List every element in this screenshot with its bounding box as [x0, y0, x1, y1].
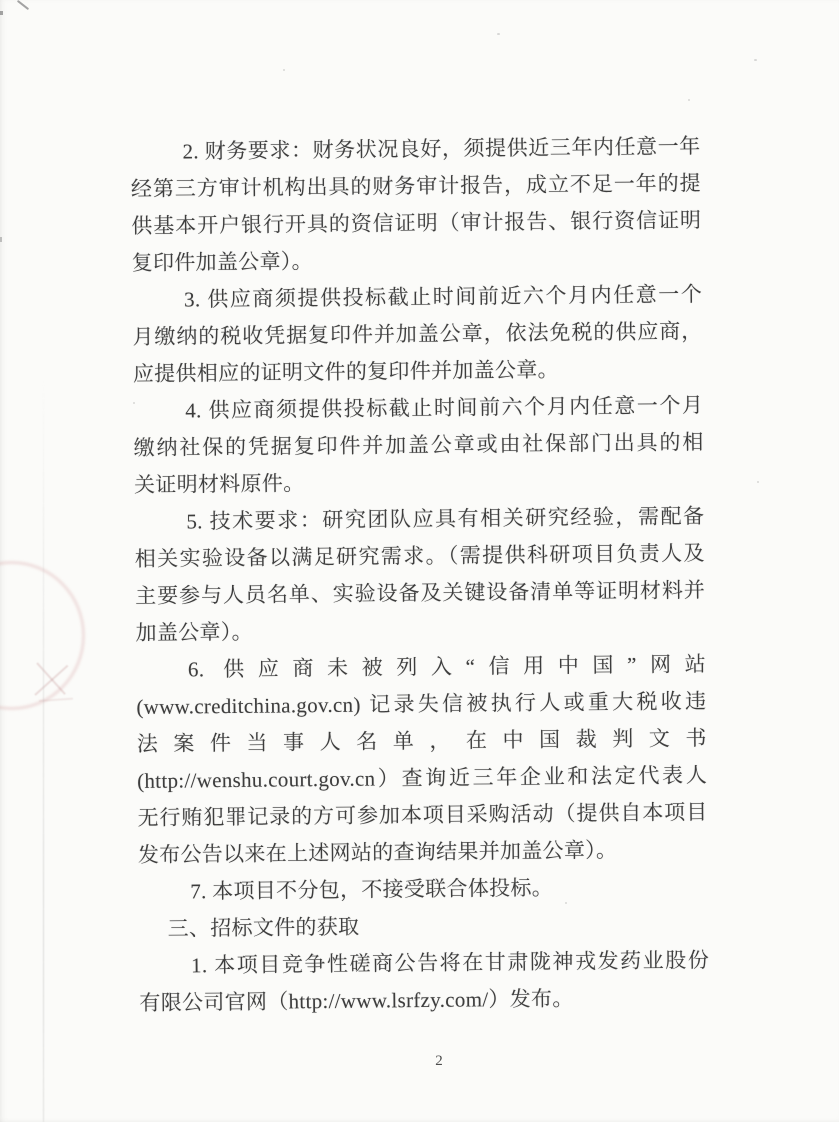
- paragraph-item-5-technical-requirements: [134, 498, 706, 652]
- doc-line: (www.creditchina.gov.cn) 记录失信被执行人或重大税收违: [136, 689, 707, 719]
- doc-line: 法案件当事人名单，在中国裁判文书: [136, 726, 707, 756]
- paragraph-item-6-credit-china-check: [136, 646, 708, 874]
- document-body: [130, 128, 709, 1022]
- doc-line: 6. 供应商未被列入“信用中国”网站: [187, 652, 707, 682]
- doc-line: 经第三方审计机构出具的财务审计报告，成立不足一年的提: [130, 171, 702, 202]
- section-heading-line: 三、招标文件的获取: [167, 914, 360, 941]
- doc-line: 加盖公章）。: [135, 619, 254, 645]
- scan-edge-tick: [0, 11, 3, 15]
- doc-line: 复印件加盖公章）。: [131, 249, 314, 276]
- doc-line: 4. 供应商须提供投标截止时间前六个月内任意一个月: [185, 393, 704, 423]
- doc-line: 相关实验设备以满足研究需求。（需提供科研项目负责人及: [134, 541, 705, 571]
- doc-line: 关证明材料原件。: [133, 471, 305, 497]
- scan-speck: [754, 59, 757, 61]
- doc-line: 缴纳社保的凭据复印件并加盖公章或由社保部门出具的相: [133, 430, 704, 460]
- doc-line: 5. 技术要求：研究团队应具有相关研究经验，需配备: [186, 504, 705, 534]
- paragraph-item-2-financial-requirements: [130, 128, 702, 282]
- doc-line: 月缴纳的税收凭据复印件并加盖公章，依法免税的供应商，: [132, 319, 703, 349]
- paragraph-item-7-no-subcontracting: [138, 868, 708, 911]
- scan-speck: [688, 99, 690, 101]
- scan-edge-tick: [0, 237, 2, 242]
- scan-speck: [497, 33, 500, 35]
- section-heading-obtaining-tender-documents: [139, 905, 709, 948]
- doc-line: 1. 本项目竞争性磋商公告将在甘肃陇神戎发药业股份: [190, 947, 710, 978]
- doc-line: 发布公告以来在上述网站的查询结果并加盖公章）。: [137, 837, 618, 867]
- doc-line: 2. 财务要求：财务状况良好，须提供近三年内任意一年: [182, 134, 701, 164]
- scan-crease-line: [43, 380, 44, 1122]
- doc-line: 应提供相应的证明文件的复印件并加盖公章。: [132, 357, 559, 386]
- doc-line: 7. 本项目不分包，不接受联合体投标。: [190, 875, 554, 904]
- doc-line: 主要参与人员名单、实验设备及关键设备清单等证明材料并: [135, 578, 706, 608]
- paragraph-item-3-tax-payment-proof: [132, 276, 703, 393]
- paragraph-item-4-social-security-proof: [133, 387, 704, 504]
- doc-line: 供基本开户银行开具的资信证明（审计报告、银行资信证明: [131, 208, 702, 239]
- paragraph-section3-item-1-announcement-publication: [139, 942, 710, 1022]
- doc-line: 有限公司官网（http://www.lsrfzy.com/）发布。: [139, 986, 574, 1015]
- doc-line: 3. 供应商须提供投标截止时间前近六个月内任意一个: [183, 282, 703, 312]
- scan-speck: [283, 69, 285, 71]
- scan-speck: [757, 481, 759, 483]
- doc-line: 无行贿犯罪记录的方可参加本项目采购活动（提供自本项目: [137, 800, 708, 830]
- scan-corner-mark: [17, 0, 29, 10]
- doc-line: (http://wenshu.court.gov.cn）查询近三年企业和法定代表人: [137, 763, 708, 793]
- page-number: 2: [435, 1053, 443, 1069]
